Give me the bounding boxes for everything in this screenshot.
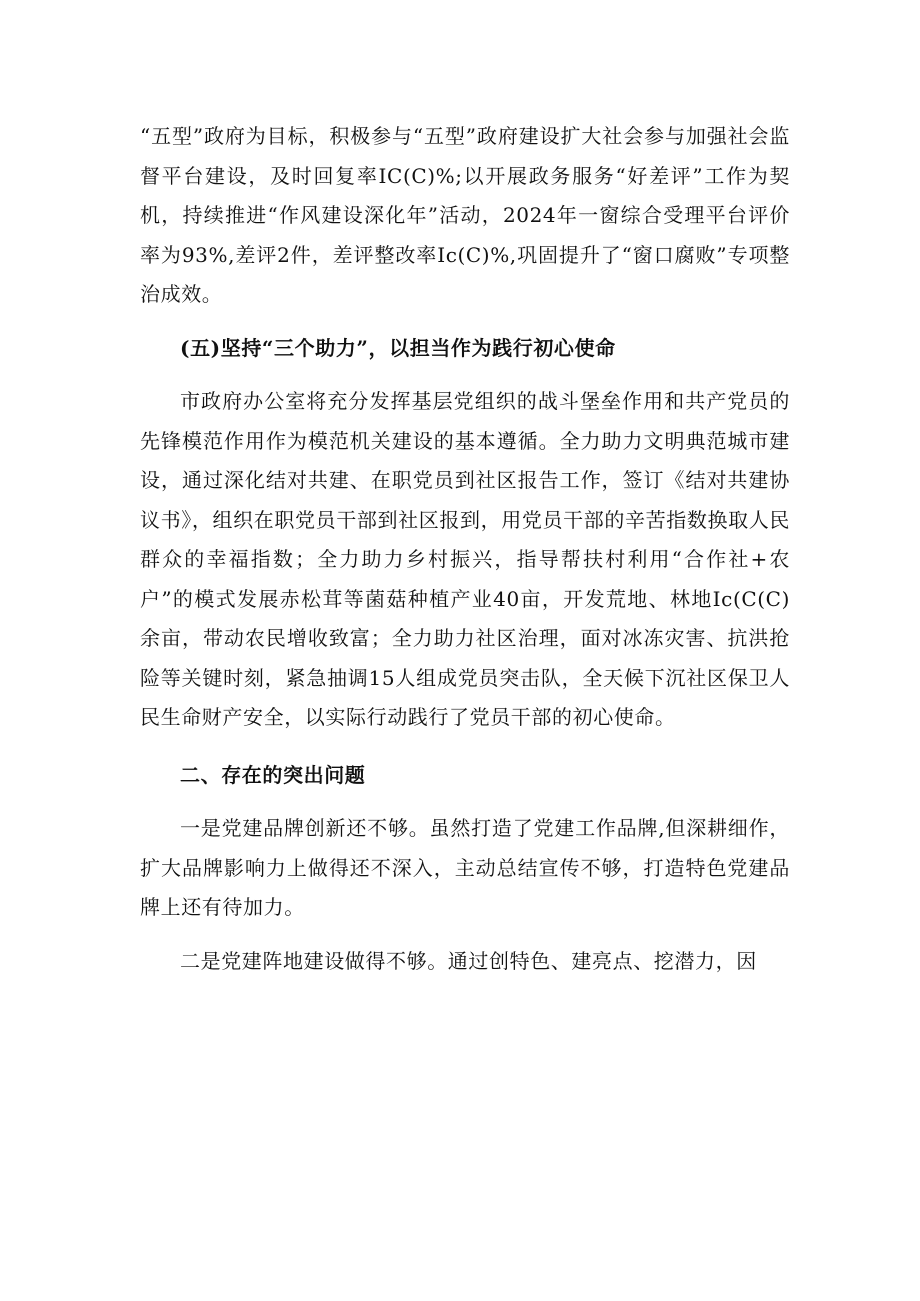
paragraph-problem-2: 二是党建阵地建设做得不够。通过创特色、建亮点、挖潜力，因 [180, 948, 757, 973]
document-body [140, 117, 790, 981]
paragraph-party-building-support: 市政府办公室将充分发挥基层党组织的战斗堡垒作用和共产党员的先锋模范作用作为模范机关建设的基本遵循。全力助力文明典范城市建设，通过深化结对共建、在职党员到社区报告工作，签订《结对共建协议书》，组织在职党员干部到社区报到，用党员干部的辛苦指数换取人民群众的幸福指数；全力助力乡村振兴，指导帮扶村利用“合作社+农户”的模式发展赤松茸等菌菇种植产业40亩，开发荒地、林地Ic(C(C)余亩，带动农民增收致富；全力助力社区治理，面对冰冻灾害、抗洪抢险等关键时刻，紧急抽调15人组成党员突击队，全天候下沉社区保卫人民生命财产安全，以实际行动践行了党员干部的初心使命。 [140, 389, 790, 729]
paragraph-continuation: “五型”政府为目标，积极参与“五型”政府建设扩大社会参与加强社会监督平台建设，及时回复率IC(C)%;以开展政务服务“好差评”工作为契机，持续推进“作风建设深化年”活动，2024年一窗综合受理平台评价率为93%,差评2件，差评整改率Ic(C)%,巩固提升了“窗口腐败”专项整治成效。 [140, 124, 790, 306]
spacer [140, 368, 790, 382]
spacer [140, 315, 790, 329]
spacer [140, 795, 790, 809]
section-heading-2: 二、存在的突出问题 [180, 762, 366, 787]
paragraph-problem-1: 一是党建品牌创新还不够。虽然打造了党建工作品牌,但深耕细作，扩大品牌影响力上做得还不深入，主动总结宣传不够，打造特色党建品牌上还有待加力。 [140, 816, 790, 919]
spacer [140, 738, 790, 756]
subsection-heading-5: (五)坚持“三个助力”，以担当作为践行初心使命 [180, 335, 616, 360]
spacer [140, 928, 790, 942]
